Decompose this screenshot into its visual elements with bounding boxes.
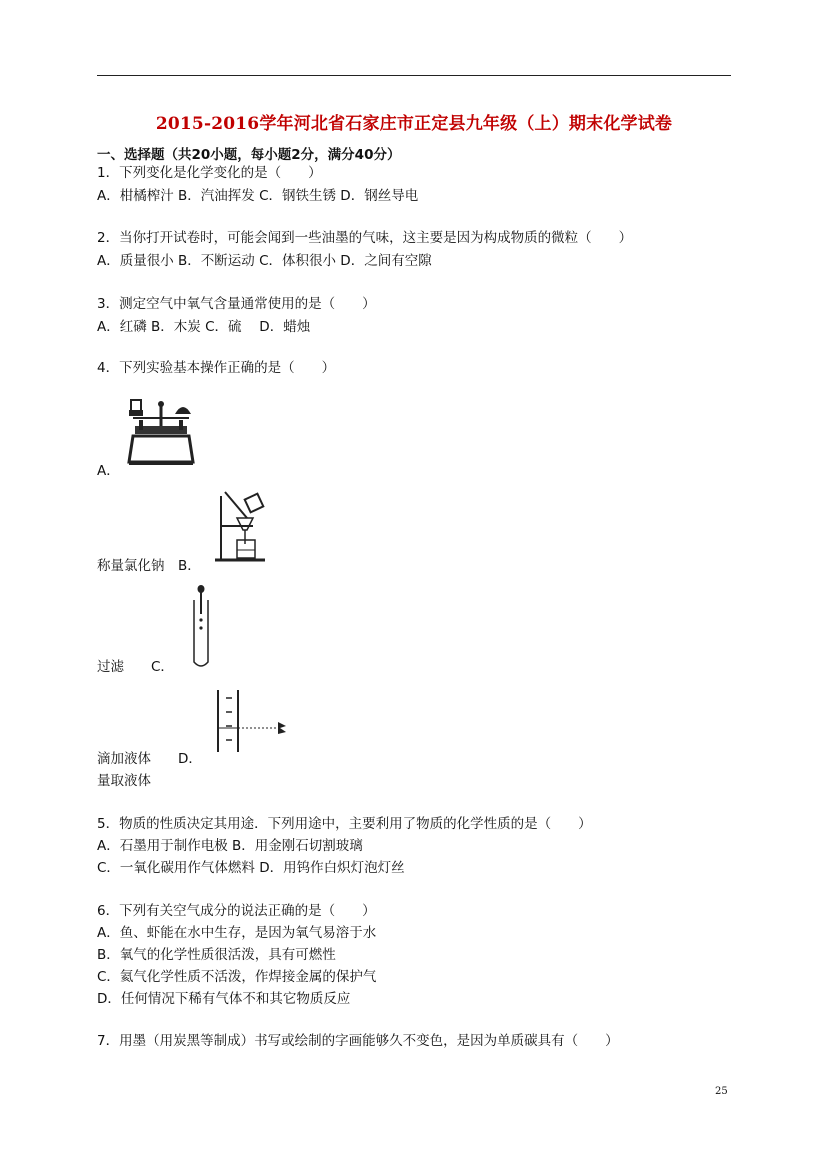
question-3-options: A．红磷 B．木炭 C．硫 D．蜡烛 (97, 319, 311, 335)
question-6-option-b: B．氧气的化学性质很活泼，具有可燃性 (97, 947, 336, 963)
question-5-options-1: A．石墨用于制作电极 B．用金刚石切割玻璃 (97, 838, 363, 854)
question-7-stem: 7．用墨（用炭黑等制成）书写或绘制的字画能够久不变色，是因为单质碳具有（ ） (97, 1033, 619, 1049)
filtration-figure (213, 488, 269, 566)
question-6-option-a: A．鱼、虾能在水中生存，是因为氧气易溶于水 (97, 925, 377, 941)
question-6-stem: 6．下列有关空气成分的说法正确的是（ ） (97, 903, 376, 919)
exam-title: 2015-2016学年河北省石家庄市正定县九年级（上）期末化学试卷 (155, 114, 673, 134)
question-6-option-c: C．氦气化学性质不活泼，作焊接金属的保护气 (97, 969, 377, 985)
question-3-stem: 3．测定空气中氧气含量通常使用的是（ ） (97, 296, 376, 312)
question-1-options: A．柑橘榨汁 B．汽油挥发 C．钢铁生锈 D．钢丝导电 (97, 188, 419, 204)
question-5-options-2: C．一氧化碳用作气体燃料 D．用钨作白炽灯泡灯丝 (97, 860, 405, 876)
cylinder-figure (212, 688, 292, 754)
question-4-stem: 4．下列实验基本操作正确的是（ ） (97, 360, 336, 376)
question-5-stem: 5．物质的性质决定其用途．下列用途中，主要利用了物质的化学性质的是（ ） (97, 816, 592, 832)
question-2-stem: 2．当你打开试卷时，可能会闻到一些油墨的气味，这主要是因为构成物质的微粒（ ） (97, 230, 633, 246)
balance-figure (125, 396, 197, 468)
q4-caption-d: 量取液体 (97, 773, 151, 789)
dropper-figure (186, 584, 216, 670)
question-2-options: A．质量很小 B．不断运动 C．体积很小 D．之间有空隙 (97, 253, 432, 269)
q4-caption-b-label-c: 过滤 C． (97, 659, 174, 675)
q4-caption-c-label-d: 滴加液体 D． (97, 751, 202, 767)
page-number: 25 (715, 1086, 728, 1097)
q4-caption-a-label-b: 称量氯化钠 B． (97, 558, 201, 574)
q4-label-a: A． (97, 463, 120, 479)
header-rule (97, 75, 731, 76)
question-6-option-d: D．任何情况下稀有气体不和其它物质反应 (97, 991, 351, 1007)
question-1-stem: 1．下列变化是化学变化的是（ ） (97, 165, 322, 181)
section-heading: 一、选择题（共20小题，每小题2分，满分40分） (97, 147, 401, 163)
